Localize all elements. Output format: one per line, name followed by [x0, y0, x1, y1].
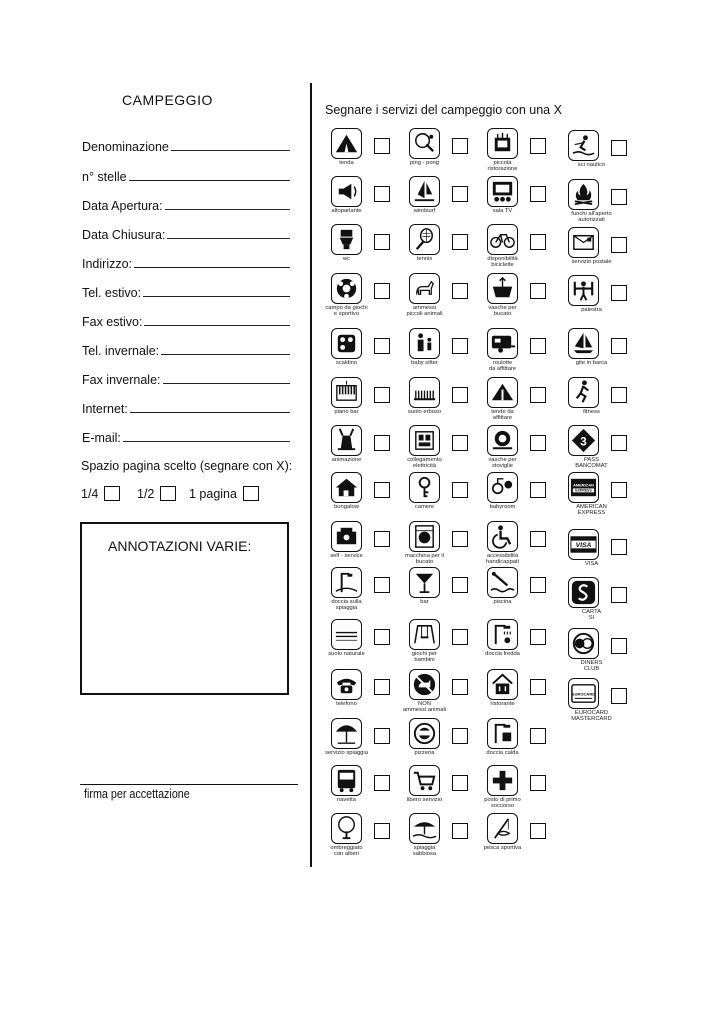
baby-room-icon: [487, 472, 518, 503]
notes-title: ANNOTAZIONI VARIE:: [108, 538, 252, 554]
form-field-line[interactable]: [167, 237, 290, 239]
service-item[interactable]: [484, 765, 567, 810]
piano-icon: [331, 377, 362, 408]
form-field-line[interactable]: [130, 411, 290, 413]
service-checkbox[interactable]: [452, 629, 468, 645]
service-item[interactable]: [568, 472, 648, 517]
windsurf-icon: [409, 176, 440, 207]
service-checkbox[interactable]: [452, 435, 468, 451]
size-option-quarter[interactable]: [81, 486, 120, 501]
rent-tent-icon: [487, 377, 518, 408]
service-checkbox[interactable]: [452, 387, 468, 403]
service-item[interactable]: [568, 179, 648, 224]
service-item[interactable]: [568, 227, 648, 267]
service-checkbox[interactable]: [530, 775, 546, 791]
form-field-label: Tel. estivo:: [82, 286, 142, 300]
size-checkbox[interactable]: [243, 486, 259, 501]
service-label: servizio spiaggia: [325, 750, 368, 756]
service-label: fitness: [583, 409, 600, 415]
signature-line: [80, 784, 298, 785]
service-checkbox[interactable]: [374, 728, 390, 744]
service-item[interactable]: [486, 521, 567, 566]
service-item[interactable]: [568, 328, 648, 368]
service-checkbox[interactable]: [452, 338, 468, 354]
form-field-line[interactable]: [134, 266, 290, 268]
service-label: palestra: [581, 307, 602, 313]
form-field-line[interactable]: [144, 324, 290, 326]
form-field[interactable]: [82, 286, 290, 300]
service-label: macchina per il bucato: [405, 553, 444, 566]
baby-sitter-icon: [409, 328, 440, 359]
service-checkbox[interactable]: [374, 482, 390, 498]
notes-box[interactable]: [80, 522, 289, 695]
key-icon: [409, 472, 440, 503]
service-label: bar: [420, 599, 429, 605]
cash-register-icon: [331, 521, 362, 552]
service-label: self - service: [330, 553, 363, 559]
service-checkbox[interactable]: [452, 577, 468, 593]
grass-icon: [409, 377, 440, 408]
service-checkbox[interactable]: [611, 539, 627, 555]
service-item[interactable]: [487, 567, 567, 607]
service-label: EUROCARD MASTERCARD: [571, 710, 612, 723]
service-checkbox[interactable]: [611, 587, 627, 603]
caravan-icon: [487, 328, 518, 359]
service-item[interactable]: [568, 529, 648, 569]
service-label: sci nautico: [577, 162, 606, 168]
service-label: tende da affittare: [491, 409, 514, 422]
service-label: spiaggia sabbiosa: [412, 845, 437, 858]
tent-icon: [331, 128, 362, 159]
restaurant-icon: [487, 669, 518, 700]
electric-socket-icon: [409, 425, 440, 456]
service-label: fuochi all'aperto autorizzati: [571, 211, 612, 224]
first-aid-icon: [487, 765, 518, 796]
service-label: libero servizio: [406, 797, 443, 803]
form-field-label: Internet:: [82, 402, 128, 416]
service-label: ammessi piccoli animali: [406, 305, 443, 318]
service-checkbox[interactable]: [611, 189, 627, 205]
service-checkbox[interactable]: [452, 186, 468, 202]
size-option-label: 1 pagina: [189, 486, 237, 501]
service-label: piccola ristorazione: [487, 160, 518, 173]
no-animals-icon: [409, 669, 440, 700]
fishing-icon: [487, 813, 518, 844]
svg-text:EUROCARD: EUROCARD: [571, 691, 596, 697]
fitness-icon: [568, 377, 599, 408]
service-label: VISA: [584, 561, 599, 567]
service-checkbox[interactable]: [611, 338, 627, 354]
service-label: vasche per bucato: [488, 305, 517, 318]
tennis-icon: [409, 224, 440, 255]
service-label: tenda: [339, 160, 354, 166]
campfire-icon: [568, 179, 599, 210]
service-checkbox[interactable]: [611, 638, 627, 654]
service-label: ristorante: [490, 701, 515, 707]
service-label: animazione: [331, 457, 362, 463]
service-label: tennis: [416, 256, 433, 262]
service-label: DINERS CLUB: [580, 660, 603, 673]
service-label: gite in barca: [575, 360, 608, 366]
service-label: bungalow: [334, 504, 359, 510]
loudspeaker-icon: [331, 176, 362, 207]
service-label: babyroom: [489, 504, 516, 510]
service-checkbox[interactable]: [611, 435, 627, 451]
cold-shower-icon: [487, 619, 518, 650]
form-field-label: n° stelle: [82, 170, 127, 184]
service-checkbox[interactable]: [374, 577, 390, 593]
beach-umbrella-icon: [331, 718, 362, 749]
form-field-line[interactable]: [129, 179, 290, 181]
form-field[interactable]: [82, 199, 290, 213]
service-checkbox[interactable]: [530, 679, 546, 695]
sailboat-icon: [568, 328, 599, 359]
form-field-label: E-mail:: [82, 431, 121, 445]
svg-text:AMERICAN: AMERICAN: [573, 483, 594, 488]
service-label: vasche per stoviglie: [488, 457, 517, 470]
size-option-label: 1/4: [81, 486, 99, 501]
service-label: collegamento elettricità: [407, 457, 442, 470]
form-field[interactable]: [82, 373, 290, 387]
tv-room-icon: [487, 176, 518, 207]
service-item[interactable]: [487, 176, 567, 216]
bicycle-icon: [487, 224, 518, 255]
svg-text:3: 3: [580, 435, 587, 449]
service-checkbox[interactable]: [374, 531, 390, 547]
water-ski-icon: [568, 130, 599, 161]
service-label: scaldino: [335, 360, 358, 366]
service-label: piscina: [493, 599, 512, 605]
form-title: CAMPEGGIO: [122, 92, 213, 108]
service-checkbox[interactable]: [530, 531, 546, 547]
size-option-full[interactable]: [189, 486, 259, 501]
service-checkbox[interactable]: [374, 775, 390, 791]
service-label: giochi per bambini: [411, 651, 438, 664]
service-item[interactable]: [568, 628, 648, 673]
form-field-line[interactable]: [161, 353, 290, 355]
snack-icon: [487, 128, 518, 159]
form-field-label: Data Chiusura:: [82, 228, 166, 242]
telephone-icon: [331, 669, 362, 700]
service-checkbox[interactable]: [611, 237, 627, 253]
service-label: doccia fredda: [485, 651, 520, 657]
service-checkbox[interactable]: [611, 688, 627, 704]
service-checkbox[interactable]: [530, 823, 546, 839]
service-checkbox[interactable]: [374, 138, 390, 154]
service-item[interactable]: [487, 669, 567, 709]
service-label: pizzeria: [414, 750, 435, 756]
service-checkbox[interactable]: [452, 823, 468, 839]
form-field-line[interactable]: [165, 208, 290, 210]
form-field-label: Indirizzo:: [82, 257, 133, 271]
wheelchair-icon: [487, 521, 518, 552]
service-checkbox[interactable]: [374, 186, 390, 202]
wash-tub-icon: [487, 273, 518, 304]
size-checkbox[interactable]: [104, 486, 120, 501]
form-field[interactable]: [82, 257, 290, 271]
service-label: piano bar: [334, 409, 359, 415]
tree-icon: [331, 813, 362, 844]
service-checkbox[interactable]: [530, 577, 546, 593]
service-item[interactable]: [487, 224, 567, 269]
gym-icon: [568, 275, 599, 306]
service-label: NON ammessi animali: [402, 701, 447, 714]
bancomat-icon: [568, 425, 599, 456]
svg-text:EXPRESS: EXPRESS: [575, 488, 592, 493]
form-field-line[interactable]: [143, 295, 290, 297]
service-label: windsurf: [413, 208, 436, 214]
service-label: accessibilità handicappati: [486, 553, 519, 566]
beach-shower-icon: [331, 567, 362, 598]
size-option-label: 1/2: [137, 486, 155, 501]
form-field[interactable]: [82, 140, 290, 154]
carta-si-icon: [568, 577, 599, 608]
service-label: ombreggiato con alberi: [330, 845, 363, 858]
service-item[interactable]: [487, 619, 567, 659]
service-label: roulotte da affittare: [488, 360, 517, 373]
service-item[interactable]: [568, 577, 648, 622]
service-checkbox[interactable]: [374, 629, 390, 645]
toilet-icon: [331, 224, 362, 255]
service-checkbox[interactable]: [374, 679, 390, 695]
service-item[interactable]: [568, 275, 648, 315]
bungalow-icon: [331, 472, 362, 503]
service-label: pesca sportiva: [483, 845, 522, 851]
service-item[interactable]: [568, 678, 648, 723]
service-checkbox[interactable]: [530, 234, 546, 250]
form-field-line[interactable]: [171, 149, 290, 151]
size-checkbox[interactable]: [160, 486, 176, 501]
service-label: camere: [414, 504, 435, 510]
service-checkbox[interactable]: [611, 285, 627, 301]
form-field[interactable]: [82, 431, 290, 445]
swing-icon: [409, 619, 440, 650]
service-item[interactable]: [487, 718, 567, 758]
service-label: sala TV: [492, 208, 513, 214]
service-checkbox[interactable]: [452, 531, 468, 547]
pizza-icon: [409, 718, 440, 749]
sandy-beach-icon: [409, 813, 440, 844]
form-field-label: Fax invernale:: [82, 373, 161, 387]
service-checkbox[interactable]: [374, 234, 390, 250]
service-checkbox[interactable]: [374, 387, 390, 403]
service-label: servizio postale: [571, 259, 612, 265]
bus-icon: [331, 765, 362, 796]
form-field[interactable]: [82, 315, 290, 329]
diners-club-icon: [568, 628, 599, 659]
hot-shower-icon: [487, 718, 518, 749]
service-label: CARTA SI: [581, 609, 602, 622]
service-label: AMERICAN EXPRESS: [576, 504, 607, 517]
service-checkbox[interactable]: [530, 283, 546, 299]
service-item[interactable]: [568, 130, 648, 170]
service-checkbox[interactable]: [530, 138, 546, 154]
service-checkbox[interactable]: [452, 679, 468, 695]
service-checkbox[interactable]: [452, 728, 468, 744]
size-option-half[interactable]: [137, 486, 176, 501]
service-label: doccia calda: [486, 750, 519, 756]
service-checkbox[interactable]: [530, 728, 546, 744]
form-field[interactable]: [82, 228, 290, 242]
form-field-label: Fax estivo:: [82, 315, 143, 329]
form-field-line[interactable]: [163, 382, 290, 384]
dog-icon: [409, 273, 440, 304]
form-field[interactable]: [82, 170, 290, 184]
page-space-label: Spazio pagina scelto (segnare con X):: [81, 459, 293, 473]
service-checkbox[interactable]: [452, 138, 468, 154]
service-item[interactable]: [568, 377, 648, 417]
service-checkbox[interactable]: [530, 387, 546, 403]
service-label: suolo naturale: [328, 651, 365, 657]
service-checkbox[interactable]: [530, 186, 546, 202]
postal-icon: [568, 227, 599, 258]
service-checkbox[interactable]: [452, 234, 468, 250]
service-label: wc: [342, 256, 351, 262]
hat-icon: [331, 425, 362, 456]
natural-ground-icon: [331, 619, 362, 650]
eurocard-icon: [568, 678, 599, 709]
service-label: campo da giochi e sportivo: [325, 305, 368, 318]
service-label: baby sitter: [411, 360, 438, 366]
service-checkbox[interactable]: [530, 482, 546, 498]
form-field-line[interactable]: [123, 440, 290, 442]
service-checkbox[interactable]: [374, 283, 390, 299]
american-express-icon: [568, 472, 599, 503]
service-label: PASS BANCOMAT: [575, 457, 608, 470]
service-checkbox[interactable]: [530, 629, 546, 645]
service-checkbox[interactable]: [374, 823, 390, 839]
form-field[interactable]: [82, 344, 290, 358]
service-label: disponibilità biciclette: [487, 256, 518, 269]
heater-icon: [331, 328, 362, 359]
service-checkbox[interactable]: [374, 338, 390, 354]
service-checkbox[interactable]: [452, 482, 468, 498]
service-checkbox[interactable]: [530, 338, 546, 354]
service-checkbox[interactable]: [611, 140, 627, 156]
service-checkbox[interactable]: [530, 435, 546, 451]
shopping-cart-icon: [409, 765, 440, 796]
service-label: suolo erboso: [407, 409, 442, 415]
form-field-label: Denominazione: [82, 140, 169, 154]
services-title: Segnare i servizi del campeggio con una X: [325, 103, 562, 117]
ball-icon: [331, 273, 362, 304]
form-field-label: Data Apertura:: [82, 199, 163, 213]
service-label: ping - pong: [409, 160, 439, 166]
service-checkbox[interactable]: [611, 387, 627, 403]
service-checkbox[interactable]: [374, 435, 390, 451]
service-label: doccia sulla spiaggia: [331, 599, 362, 612]
form-field[interactable]: [82, 402, 290, 416]
ping-pong-icon: [409, 128, 440, 159]
service-checkbox[interactable]: [452, 283, 468, 299]
service-checkbox[interactable]: [611, 482, 627, 498]
visa-icon: [568, 529, 599, 560]
svg-text:VISA: VISA: [575, 541, 592, 549]
service-label: telefono: [336, 701, 357, 707]
service-item[interactable]: [483, 813, 567, 853]
service-label: posto di primo soccorso: [484, 797, 521, 810]
cocktail-icon: [409, 567, 440, 598]
form-field-label: Tel. invernale:: [82, 344, 160, 358]
service-label: altoparlante: [331, 208, 362, 214]
washing-machine-icon: [409, 521, 440, 552]
dish-sink-icon: [487, 425, 518, 456]
service-label: navetta: [336, 797, 356, 803]
swimming-pool-icon: [487, 567, 518, 598]
signature-label: firma per accettazione: [84, 787, 190, 801]
service-checkbox[interactable]: [452, 775, 468, 791]
service-item[interactable]: [568, 425, 648, 470]
